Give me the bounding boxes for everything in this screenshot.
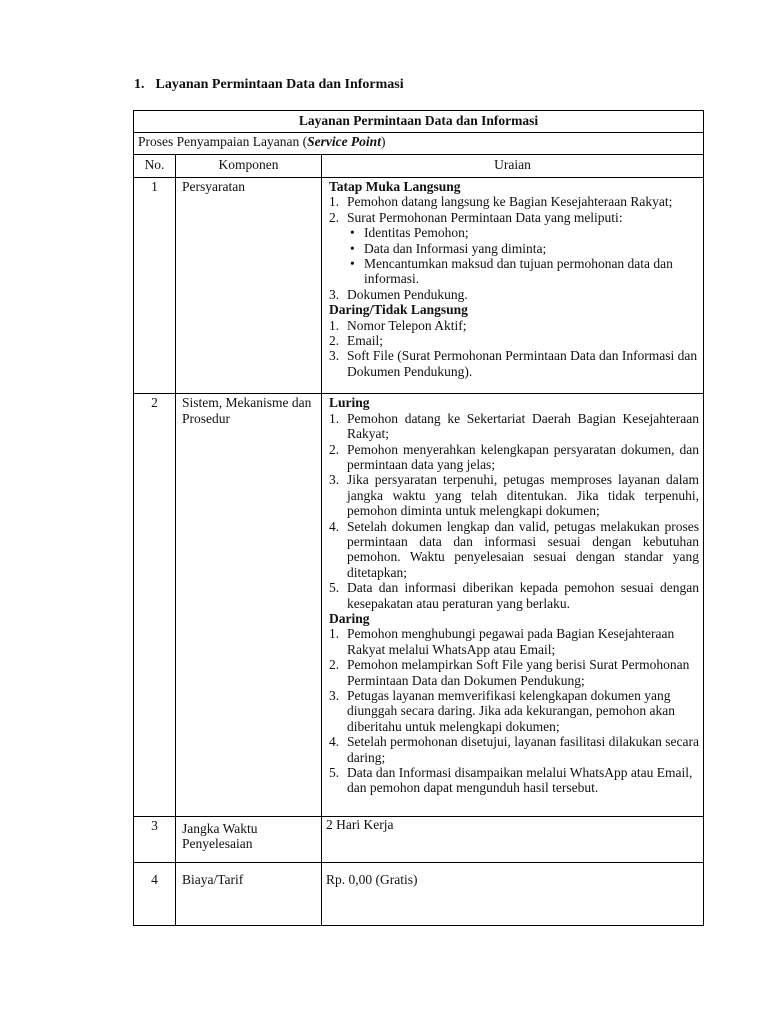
procedure-list (329, 626, 699, 795)
service-table (133, 110, 704, 926)
list-item: Pemohon menghubungi pegawai pada Bagian Kesejahteraan Rakyat melalui WhatsApp atau Email; (347, 626, 675, 657)
row-number: 4 (134, 862, 176, 925)
row-uraian: 2 Hari Kerja (322, 816, 704, 862)
row-uraian: Rp. 0,00 (Gratis) (322, 862, 704, 925)
bullet-item: • Data dan Informasi yang diminta; (347, 241, 699, 256)
header-komponen: Komponen (176, 155, 322, 178)
table-row (134, 862, 704, 925)
requirements-list (329, 194, 699, 302)
row-number: 2 (134, 394, 176, 817)
list-item: Petugas layanan memverifikasi kelengkapan dokumen yang diunggah secara daring. Jika ada kekurangan, pemohon akan diberitahu untuk melengkapi dokumen; (347, 688, 676, 734)
list-item: Pemohon menyerahkan kelengkapan persyaratan dokumen, dan permintaan data yang jelas; (347, 441, 699, 472)
list-item-text: Surat Permohonan Permintaan Data yang meliputi: (347, 209, 623, 225)
requirements-list (329, 318, 699, 380)
row-number: 1 (134, 178, 176, 394)
list-item: Pemohon datang langsung ke Bagian Kesejahteraan Rakyat; (347, 194, 673, 210)
row-komponen: Persyaratan (176, 178, 322, 394)
list-item: Setelah dokumen lengkap dan valid, petugas melakukan proses permintaan data dan informasi sesuai dengan kebutuhan pemohon. Waktu penyelesaian sesuai dengan standar yang ditetapkan; (347, 518, 699, 580)
row-uraian (322, 178, 704, 394)
process-suffix: ) (380, 134, 386, 149)
subsection-title: Daring (329, 610, 370, 626)
list-item (329, 210, 699, 287)
list-item: Soft File (Surat Permohonan Permintaan Data dan Informasi dan Dokumen Pendukung). (347, 348, 698, 379)
subsection-title: Tatap Muka Langsung (329, 179, 461, 194)
row-uraian (322, 394, 704, 817)
bullet-item: • Mencantumkan maksud dan tujuan permohonan data dan informasi. (347, 256, 699, 287)
procedure-list (329, 411, 699, 611)
row-number: 3 (134, 816, 176, 862)
list-item: Data dan Informasi disampaikan melalui WhatsApp atau Email, dan pemohon dapat mengunduh hasil tersebut. (347, 765, 693, 796)
process-row (134, 133, 704, 155)
section-title: Layanan Permintaan Data dan Informasi (155, 77, 404, 92)
row-komponen: Sistem, Mekanisme dan Prosedur (176, 394, 322, 817)
table-row (134, 816, 704, 862)
table-row (134, 178, 704, 394)
section-number: 1. (134, 77, 145, 92)
list-item: Nomor Telepon Aktif; (347, 317, 467, 333)
row-komponen: Biaya/Tarif (176, 862, 322, 925)
table-row (134, 394, 704, 817)
list-item: Dokumen Pendukung. (347, 286, 468, 302)
table-header-row (134, 155, 704, 178)
process-prefix: Proses Penyampaian Layanan ( (138, 134, 308, 149)
section-heading (134, 77, 404, 92)
process-emph: Service Point (307, 134, 381, 149)
list-item: Pemohon melampirkan Soft File yang berisi Surat Permohonan Permintaan Data dan Dokumen Pendukung; (347, 657, 690, 688)
subsection-title: Luring (329, 395, 370, 411)
table-title: Layanan Permintaan Data dan Informasi (134, 111, 704, 133)
bullet-list (347, 225, 699, 287)
subsection-title: Daring/Tidak Langsung (329, 302, 468, 318)
list-item: Pemohon datang ke Sekertariat Daerah Bagian Kesejahteraan Rakyat; (347, 410, 699, 442)
row-komponen: Jangka Waktu Penyelesaian (176, 816, 322, 862)
header-uraian: Uraian (322, 155, 704, 178)
list-item: Jika persyaratan terpenuhi, petugas memproses layanan dalam jangka waktu yang telah ditentukan. Jika tidak terpenuhi, pemohon diminta untuk melengkapi dokumen; (347, 472, 699, 519)
list-item: Data dan informasi diberikan kepada pemohon sesuai dengan kesepakatan atau peraturan yang berlaku. (347, 580, 699, 611)
list-item: Email; (347, 333, 383, 349)
header-no: No. (134, 155, 176, 178)
bullet-item: • Identitas Pemohon; (347, 225, 699, 240)
list-item: Setelah permohonan disetujui, layanan fasilitasi dilakukan secara daring; (347, 734, 700, 765)
